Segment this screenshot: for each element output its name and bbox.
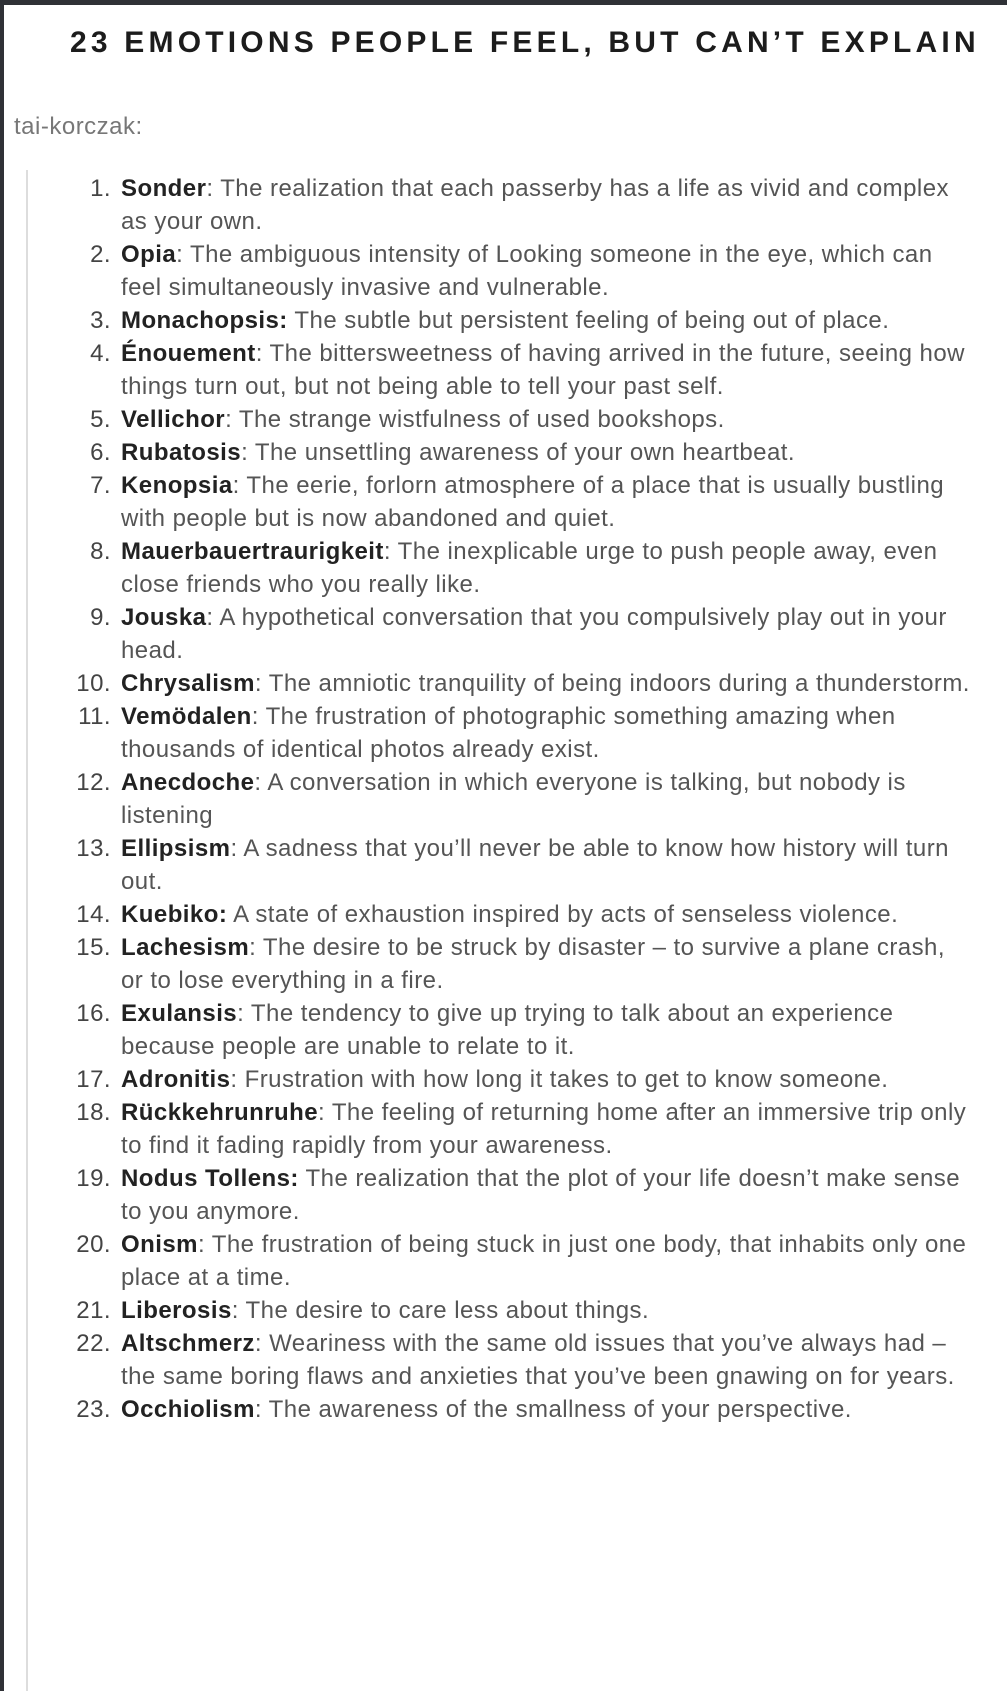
term-separator: : xyxy=(206,604,214,631)
list-item xyxy=(28,1294,971,1327)
emotion-definition: A hypothetical conversation that you compulsively play out in your head. xyxy=(121,604,947,664)
emotion-term: Chrysalism xyxy=(121,670,255,697)
item-number: 19. xyxy=(76,1165,111,1192)
list-item xyxy=(28,1228,971,1294)
emotion-definition: The subtle but persistent feeling of being out of place. xyxy=(287,307,890,334)
item-number: 14. xyxy=(76,901,111,928)
emotion-definition: A conversation in which everyone is talking, but nobody is listening xyxy=(121,769,906,829)
emotion-definition: The tendency to give up trying to talk about an experience because people are unable to relate to it. xyxy=(121,1000,894,1060)
item-number: 17. xyxy=(76,1066,111,1093)
emotion-definition: The ambiguous intensity of Looking someone in the eye, which can feel simultaneously invasive and vulnerable. xyxy=(121,241,933,301)
emotion-term: Rückkehrunruhe xyxy=(121,1099,319,1126)
item-number: 7. xyxy=(90,472,111,499)
item-number: 12. xyxy=(76,769,111,796)
emotion-term: Énouement xyxy=(121,340,256,367)
term-separator: : xyxy=(231,1297,239,1324)
emotion-term: Mauerbauertraurigkeit xyxy=(121,538,384,565)
term-separator: : xyxy=(197,1231,206,1258)
term-separator: : xyxy=(254,670,263,697)
emotion-definition: The feeling of returning home after an immersive trip only to find it fading rapidly from your awareness. xyxy=(121,1099,967,1159)
list-item xyxy=(28,304,971,337)
emotion-definition: The frustration of photographic something amazing when thousands of identical photos already exist. xyxy=(121,703,896,763)
list-item xyxy=(28,931,971,997)
list-item xyxy=(28,403,971,436)
term-separator: : xyxy=(383,538,391,565)
list-item xyxy=(28,337,971,403)
emotion-term: Vellichor xyxy=(121,406,226,433)
list-item xyxy=(28,700,971,766)
item-number: 20. xyxy=(76,1231,111,1258)
list-item xyxy=(28,1162,971,1228)
emotion-definition: Frustration with how long it takes to get to know someone. xyxy=(237,1066,889,1093)
emotion-term: Rubatosis xyxy=(121,439,242,466)
term-separator: : xyxy=(176,241,184,268)
term-separator: : xyxy=(232,472,240,499)
item-number: 10. xyxy=(76,670,111,697)
term-separator: : xyxy=(230,1066,238,1093)
emotion-term: Liberosis xyxy=(121,1297,232,1324)
item-number: 16. xyxy=(76,1000,111,1027)
emotion-definition: The bittersweetness of having arrived in the future, seeing how things turn out, but not being able to tell your past self. xyxy=(121,340,965,400)
item-number: 13. xyxy=(76,835,111,862)
emotion-definition: The inexplicable urge to push people away, even close friends who you really like. xyxy=(121,538,938,598)
list-item xyxy=(28,172,971,238)
emotion-term: Kuebiko: xyxy=(121,901,228,928)
emotion-term: Ellipsism xyxy=(121,835,231,862)
item-number: 21. xyxy=(76,1297,111,1324)
emotion-definition: Weariness with the same old issues that you’ve always had – the same boring flaws and anxieties that you’ve been gnawing on for years. xyxy=(121,1330,955,1390)
emotion-definition: The strange wistfulness of used bookshops. xyxy=(232,406,725,433)
post-author[interactable]: tai-korczak: xyxy=(14,113,143,140)
window-frame-left xyxy=(0,0,4,1691)
term-separator: : xyxy=(251,703,259,730)
emotion-definition: The realization that each passerby has a life as vivid and complex as your own. xyxy=(121,175,949,235)
emotion-definition: A sadness that you’ll never be able to know how history will turn out. xyxy=(121,835,949,895)
emotion-term: Jouska xyxy=(121,604,207,631)
emotion-definition: The amniotic tranquility of being indoors during a thunderstorm. xyxy=(262,670,970,697)
item-number: 6. xyxy=(90,439,111,466)
emotion-term: Kenopsia xyxy=(121,472,233,499)
list-item xyxy=(28,436,971,469)
emotion-term: Vemödalen xyxy=(121,703,252,730)
blockquote xyxy=(26,170,988,1691)
item-number: 23. xyxy=(76,1396,111,1423)
emotion-term: Altschmerz xyxy=(121,1330,255,1357)
item-number: 18. xyxy=(76,1099,111,1126)
emotion-definition: The eerie, forlorn atmosphere of a place that is usually bustling with people but is now abandoned and quiet. xyxy=(121,472,945,532)
emotion-term: Lachesism xyxy=(121,934,250,961)
emotion-definition: A state of exhaustion inspired by acts of senseless violence. xyxy=(227,901,899,928)
list-item xyxy=(28,997,971,1063)
list-item xyxy=(28,667,971,700)
list-item xyxy=(28,1393,971,1426)
list-item xyxy=(28,601,971,667)
emotion-term: Anecdoche xyxy=(121,769,255,796)
emotion-definition: The realization that the plot of your life doesn’t make sense to you anymore. xyxy=(121,1165,961,1225)
post-title: 23 EMOTIONS PEOPLE FEEL, BUT CAN’T EXPLAIN xyxy=(70,26,980,59)
emotion-term: Occhiolism xyxy=(121,1396,255,1423)
emotion-term: Nodus Tollens: xyxy=(121,1165,299,1192)
term-separator: : xyxy=(254,1330,262,1357)
item-number: 22. xyxy=(76,1330,111,1357)
emotion-definition: The desire to care less about things. xyxy=(238,1297,650,1324)
term-separator: : xyxy=(241,439,249,466)
list-item xyxy=(28,832,971,898)
list-item xyxy=(28,1327,971,1393)
item-number: 15. xyxy=(76,934,111,961)
term-separator: : xyxy=(254,769,262,796)
list-item xyxy=(28,898,971,931)
emotion-term: Sonder xyxy=(121,175,207,202)
item-number: 5. xyxy=(90,406,111,433)
item-number: 9. xyxy=(90,604,111,631)
emotions-list xyxy=(28,172,971,1426)
list-item xyxy=(28,469,971,535)
emotion-term: Opia xyxy=(121,241,177,268)
list-item xyxy=(28,1096,971,1162)
term-separator: : xyxy=(318,1099,326,1126)
term-separator: : xyxy=(237,1000,245,1027)
emotion-definition: The frustration of being stuck in just one body, that inhabits only one place at a time. xyxy=(121,1231,967,1291)
list-item xyxy=(28,1063,971,1096)
emotion-term: Exulansis xyxy=(121,1000,238,1027)
term-separator: : xyxy=(230,835,238,862)
item-number: 3. xyxy=(90,307,111,334)
emotion-term: Adronitis xyxy=(121,1066,231,1093)
term-separator: : xyxy=(255,340,263,367)
list-item xyxy=(28,535,971,601)
list-item xyxy=(28,766,971,832)
item-number: 2. xyxy=(90,241,111,268)
emotion-definition: The unsettling awareness of your own heartbeat. xyxy=(248,439,796,466)
term-separator: : xyxy=(254,1396,262,1423)
emotion-definition: The desire to be struck by disaster – to survive a plane crash, or to lose everything in a fire. xyxy=(121,934,945,994)
item-number: 4. xyxy=(90,340,111,367)
window-frame-top xyxy=(0,0,1007,5)
list-item xyxy=(28,238,971,304)
item-number: 8. xyxy=(90,538,111,565)
term-separator: : xyxy=(225,406,233,433)
item-number: 11. xyxy=(78,703,111,730)
term-separator: : xyxy=(249,934,257,961)
item-number: 1. xyxy=(90,175,111,202)
term-separator: : xyxy=(206,175,214,202)
emotion-term: Monachopsis: xyxy=(121,307,288,334)
emotion-term: Onism xyxy=(121,1231,198,1258)
emotion-definition: The awareness of the smallness of your perspective. xyxy=(262,1396,852,1423)
